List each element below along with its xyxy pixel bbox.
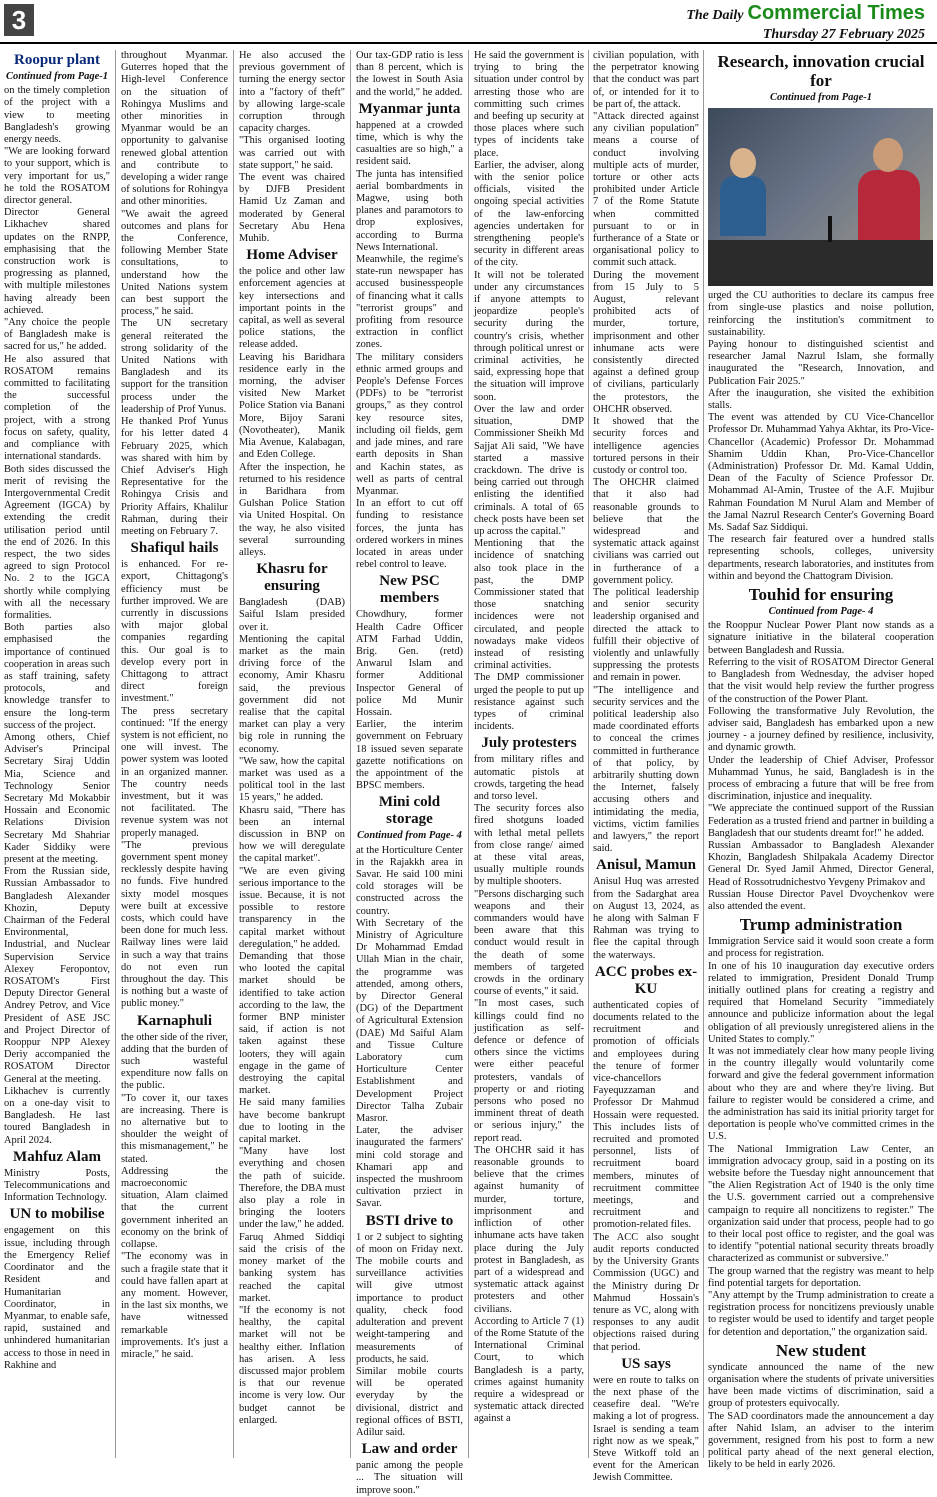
column-divider — [468, 50, 469, 1458]
paragraph: Faruq Ahmed Siddiqi said the crisis of the money market of the banking system has reached the capital market. — [239, 1231, 345, 1304]
paragraph: "Attack directed against any civilian population" means a course of conduct involving multiple acts of murder, torture or other acts prohibited under Article 7 of the Rome Statute when committed pursuant to or in furtherance of a State or organisational policy to commit such attack. — [593, 111, 699, 269]
paragraph: Earlier, the interim government on February 18 issued seven separate gazette notifications on the appointment of the BPSC members. — [356, 719, 463, 792]
page-number: 3 — [4, 4, 34, 36]
paragraph: During the movement from 15 July to 5 August, relevant prohibited acts of murder, torture, imprisonment and other inhumane acts were consistently directed against a defined group of civilians, particularly the protestors, the OHCHR observed. — [593, 269, 699, 415]
paragraph: engagement on this issue, including through the Emergency Relief Coordinator and the Resident and Humanitarian Coordinator, in Myanmar, to enable safe, rapid, sustained and unhindered humanitarian access to those in need in Rakhine and — [4, 1225, 110, 1371]
paragraph: The UN secretary general reiterated the strong solidarity of the United Nations with Bangladesh and its support for the transition process under the leadership of Prof Yunus. — [121, 318, 228, 415]
photo-person-left-body — [720, 176, 766, 236]
paragraph: Under the leadership of Chief Adviser, Professor Muhammad Yunus, he said, Bangladesh is in the process of embracing a future that will be free from discrimination, injustice and inequality. — [708, 754, 934, 803]
column-divider — [350, 50, 351, 1458]
paragraph: The military considers ethnic armed groups and People's Defense Forces (PDFs) to be "terrorist groups," as they control key resource sites, including oil fields, gem and jade mines, and rare earth deposits in Shan and Kachin states, as well as parts of central Myanmar. — [356, 351, 463, 497]
headline-anisul-mamun: Anisul, Mamun — [595, 857, 697, 874]
paragraph: It showed that the security forces and intelligence agencies tortured persons in their custody or control too. — [593, 416, 699, 476]
paragraph: the other side of the river, adding that the burden of such wasteful expenditure now falls on the public. — [121, 1031, 228, 1092]
masthead-the-daily: The Daily — [686, 8, 744, 23]
paragraph: The OHCHR said it has reasonable grounds to believe that the crimes against humanity of murder, torture, imprisonment and infliction of other inhumane acts have taken place during the July protest in Bangladesh, as part of a widespread and systematic attack against protesters and other civilians. — [474, 1144, 584, 1315]
paragraph: It will not be tolerated under any circumstances if anyone attempts to jeopardize people's security during the country's crisis, whether through political unrest or criminal activities, he said, expressing hope that the situation will improve soon. — [474, 269, 584, 403]
paragraph: Over the law and order situation, DMP Commissioner Sheikh Md Sajjat Ali said, "We have started a massive crackdown. The drive is being carried out through enlisting the identified criminals. A total of 65 check posts have been set up across the capital." — [474, 403, 584, 537]
paragraph: He said the government is trying to bring the situation under control by arresting those who are committing such crimes and beefing up security at those places where such types of incidents take place. — [474, 50, 584, 159]
paragraph: "In most cases, such killings could find no justification as self-defence or defence of others since the victims were either peaceful protesters, vandals of property or and rioting persons who posed no imminent threat of death or serious injury," the report read. — [474, 998, 584, 1144]
paragraph: "The economy was in such a fragile state that it could have fallen apart at any moment. However, in the last six months, we have witnessed remarkable improvements. It's just a miracle," he said. — [121, 1251, 228, 1360]
event-photo — [708, 108, 933, 286]
paragraph: "We await the agreed outcomes and plans for the Conference, following Member State consultations, to understand how the United Nations system can best support the process," he said. — [121, 208, 228, 318]
paragraph: The event was chaired by DJFB President Hamid Uz Zaman and moderated by General Secretary Abu Hena Muhib. — [239, 172, 345, 245]
paragraph: Anisul Huq was arrested from the Sadarghat area on August 13, 2024, as he along with Salman F Rahman was trying to flee the capital through the waterways. — [593, 876, 699, 961]
paragraph: The event was attended by CU Vice-Chancellor Professor Dr. Muhammad Yahya Akhtar, its Pro-Vice-Chancellor (Academic) Professor Dr. Mohammad Shamim Uddin Khan, Pro-Vice-Chancellor (Administration) Professor Dr. Md. Kamal Uddin, Dean of the Faculty of Science Professor Dr. Mohammad Al-Amin, Trustee of the A.F. Mujibur Rahman Foundation M Nurul Alam and Member of the Jamal Nazrul Research Center's Governing Board Ms. Sadaf Saz Siddiqui. — [708, 412, 934, 534]
paragraph: The ACC also sought audit reports conducted by the University Grants Commission (UGC) and the Ministry during Dr Mahmud Hossain's tenure as VC, along with responses to any audit objections raised during that period. — [593, 1231, 699, 1353]
paragraph: Paying honour to distinguished scientist and researcher Jamal Nazrul Islam, she formally inaugurated the "Research, Innovation, and Publication Fair 2025." — [708, 339, 934, 387]
paragraph: He thanked Prof Yunus for his letter dated 4 February 2025, which was shared with him by Chief Adviser's High Representative for the Rohingya Crisis and Priority Affairs, Khalilur Rahman, during their meeting on February 7. — [121, 416, 228, 537]
photo-person-right-body — [858, 170, 920, 240]
paragraph: "Persons discharging such weapons and their commanders would have been aware that this conduct would result in the death of some members of targeted crowds in the ordinary course of events," it said. — [474, 888, 584, 998]
paragraph: Ministry Posts, Telecommunications and Information Technology. — [4, 1167, 110, 1204]
paragraph: Bangladesh (DAB) Saiful Islam presided over it. — [239, 597, 345, 633]
headline-trump-administration: Trump administration — [739, 915, 903, 935]
paragraph: civilian population, with the perpetrator knowing that the conduct was part of, or intended for it to be part of, the attack. — [593, 50, 699, 110]
paragraph: Demanding that those who looted the capital market should be identified to take action according to the law, the former BNP minister said, if action is not taken against these looters, they will again engage in the game of destroying the capital market. — [239, 951, 345, 1097]
paragraph: syndicate announced the name of the new organisation where the students of private universities have been made victims of discrimination, said a group of protesters equivocally. — [708, 1361, 934, 1410]
paragraph: the Rooppur Nuclear Power Plant now stands as a signature initiative in the bilateral cooperation between Bangladesh and Russia. — [708, 620, 934, 656]
headline-new-student: New student — [775, 1340, 867, 1360]
paragraph: the police and other law enforcement agencies at key intersections and important points in the capital, as well as several police stations, the release added. — [239, 266, 345, 351]
paragraph: throughout Myanmar. Guterres hoped that the High-level Conference on the situation of Rohingya Muslims and other minorities in Myanmar would be an opportunity to galvanise renewed global attention and contribute to developing a wider range of solutions for Rohingya and other minorities. — [121, 50, 228, 208]
header-rule — [0, 42, 937, 44]
column-7 — [708, 50, 934, 1471]
paragraph: Both sides discussed the merit of revising the Intergovernmental Credit Agreement (IGCA) by extending the credit utilisation period until the end of 2026. In this respect, the two sides agreed to sign Protocol No. 2 to the IGCA shortly while complying with all the necessary formalities. — [4, 463, 110, 621]
page-header — [0, 0, 937, 40]
paragraph: Mentioning that the incidence of snatching also took place in the past, the DMP Commissioner stated that those snatching incidences were not circulated, and people nowadays make videos instead of resisting criminal activities. — [474, 538, 584, 672]
paragraph: Later, the adviser inaugurated the farmers' mini cold storage and Khamari app and inspected the mushroom cultivation prziect in Savar. — [356, 1125, 463, 1210]
column-5 — [474, 50, 584, 1458]
column-6 — [593, 50, 699, 1484]
paragraph: Addressing the macroeconomic situation, Alam claimed that the current government inherited an economy on the brink of collapse. — [121, 1165, 228, 1251]
headline-new-psc-members: New PSC members — [379, 573, 440, 607]
headline-us-says: US says — [621, 1355, 671, 1372]
paragraph: He also assured that ROSATOM remains committed to facilitating the successful completion of the project, with a strong focus on safety, quality, and compliance with international standards. — [4, 353, 110, 463]
paragraph: were en route to talks on the next phase of the ceasefire deal. "We're making a lot of progress. Israel is sending a team right now as we speak," Steve Witkoff told an event for the American Jewish Committee. — [593, 1374, 699, 1484]
column-divider — [588, 50, 589, 1458]
headline-shafiqul-hails: Shafiqul hails — [130, 540, 219, 557]
paragraph: Earlier, the adviser, along with the senior police officials, visited the ongoing special activities of the law-enforcing agencies undertaken for strengthening people's security in different areas of the city. — [474, 159, 584, 269]
paragraph: Director General Likhachev shared updates on the RNPP, emphasising that the construction work is progressing as planned, with multiple milestones having already been achieved. — [4, 207, 110, 316]
paragraph: "We appreciate the continued support of the Russian Federation as a trusted friend and partner in building a Bangladesh that our students dreamt for!" he added. — [708, 803, 934, 839]
column-4 — [356, 50, 463, 1496]
paragraph: Khasru said, "There has been an internal discussion in BNP on how we will deregulate the capital market". — [239, 804, 345, 865]
continued-note: Continued from Page-1 — [769, 92, 873, 103]
paragraph: "This organised looting was carried out with state support," he said. — [239, 135, 345, 171]
paragraph: "Any choice the people of Bangladesh make is sacred for us," he added. — [4, 317, 110, 353]
paragraph: Among others, Chief Adviser's Principal Secretary Siraj Uddin Mia, Science and Technology Senior Secretary Md Mokabbir Hossain and Economic Relations Division Secretary Md Shahriar Kader Siddiky were present at the meeting. — [4, 731, 110, 865]
masthead-title: Commercial Times — [747, 2, 925, 24]
paragraph: The SAD coordinators made the announcement a day after Nahid Islam, an adviser to the interim government, resigned from his post to form a new political party ahead of the next general election, likely to be held in early 2026. — [708, 1410, 934, 1471]
paragraph: Mentioning the capital market as the main driving force of the economy, Amir Khasru said, the previous government did not realise that the capital market can play a very big role in running the economy. — [239, 633, 345, 755]
headline-touhid-for-ensuring: Touhid for ensuring — [748, 585, 894, 605]
column-divider — [233, 50, 234, 1458]
headline-myanmar-junta: Myanmar junta — [358, 100, 461, 117]
headline-mahfuz-alam: Mahfuz Alam — [13, 1148, 101, 1165]
paragraph: Russian House Director Pavel Dvoychenkov were also attended the event. — [708, 888, 934, 912]
headline-acc-probes: ACC probes ex-KU — [594, 963, 698, 997]
paragraph: After the inspection, he returned to his residence in Baridhara from Gulshan Police Station via United Hospital. On the way, he also visited several surrounding alleys. — [239, 461, 345, 558]
paragraph: "To cover it, our taxes are increasing. There is no alternative but to shoulder the weight of this mismanagement," he stated. — [121, 1092, 228, 1165]
continued-note: Continued from Page- 4 — [768, 606, 874, 618]
paragraph: Immigration Service said it would soon create a form and process for registration. — [708, 936, 934, 960]
paragraph: panic among the people ... The situation will improve soon." — [356, 1460, 463, 1496]
paragraph: It was not immediately clear how many people living in the country illegally would voluntarily come forward and give the federal government information about who they are and where they're living. But failure to register would be considered a crime, and the administration has said its initial priority target for deportation is people who've committed crimes in the U.S. — [708, 1045, 934, 1143]
photo-person-right-head — [873, 138, 903, 172]
paragraph: happened at a crowded time, which is why the casualties are so high," a resident said. — [356, 119, 463, 168]
paragraph: from military rifles and automatic pistols at crowds, targeting the head and torso level. — [474, 754, 584, 802]
paragraph: authenticated copies of documents related to the recruitment and promotion of officials and employees during the tenure of former vice-chancellors Fayequzzaman and Professor Dr Mahmud Hossain were requested. This includes lists of recruited and promoted personnel, lists of recruitment board members, minutes of recruitment committee meetings, and recruitment and promotion-related files. — [593, 999, 699, 1231]
headline-un-to-mobilise: UN to mobilise — [9, 1206, 105, 1223]
paragraph: The junta has intensified aerial bombardments in Magwe, using both planes and paramotors to drop explosives, according to Burma News International. — [356, 168, 463, 253]
paragraph: on the timely completion of the project with a view to meeting Bangladesh's growing energy needs. — [4, 85, 110, 146]
paragraph: Russian Ambassador to Bangladesh Alexander Khozin, Bangladesh Shilpakala Academy Director General Dr. Syed Jamil Ahmed, Director General, Head of Rossotrudnichestvo Yevgeny Primakov and — [708, 839, 934, 888]
issue-date: Thursday 27 February 2025 — [762, 27, 925, 42]
column-divider — [115, 50, 116, 1458]
paragraph: Our tax-GDP ratio is less than 8 percent, which is the lowest in South Asia and the world," he added. — [356, 50, 463, 98]
paragraph: The OHCHR claimed that it also had reasonable grounds to believe that the widespread and systematic attack against civilians was carried out in furtherance of a government policy. — [593, 477, 699, 586]
paragraph: "The previous government spent money recklessly despite having no funds. Five hundred sixty model mosques were built at excessive costs, which could have been done for much less. Railway lines were laid in such a way that trains do not even run throughout the day. This is nothing but a waste of public money." — [121, 839, 228, 1010]
paragraph: After the inauguration, she visited the exhibition stalls. — [708, 387, 934, 412]
paragraph: "The intelligence and security services and the political leadership also made coordinated efforts to conceal the crimes committed in furtherance of that policy, by arbitrarily shutting down the Internet, falsely accusing others and intimidating the media, victims, victim families and lawyers," the report said. — [593, 684, 699, 855]
paragraph: Referring to the visit of ROSATOM Director General to Bangladesh from Wednesday, the adviser hoped that the visit would help review the further progress of the construction of the Power Plant. — [708, 656, 934, 705]
photo-microphone — [828, 216, 832, 242]
paragraph: The DMP commissioner urged the people to put up resistance against such types of criminal incidents. — [474, 672, 584, 733]
paragraph: "Many have lost everything and chosen the path of suicide. Therefore, the DBA must also play a role in bringing the looters under the law," he added. — [239, 1146, 345, 1231]
paragraph: The group warned that the registry was meant to help find potential targets for deportation. — [708, 1265, 934, 1289]
column-3 — [239, 50, 345, 1458]
paragraph: With Secretary of the Ministry of Agriculture Dr Mohammad Emdad Ullah Mian in the chair, the programme was attended, among others, by Director General (DG) of the Department of Agricultural Extension (DAE) Md Saiful Alam and Tissue Culture Laboratory cum Horticulture Center Establishment and Development Project Director Talha Zubair Masror. — [356, 917, 463, 1125]
paragraph: "If the economy is not healthy, the capital market will not be healthy either. Inflation has arisen. A less discussed major problem is that our revenue income is very low. Our budget cannot be enlarged. — [239, 1304, 345, 1426]
paragraph: Meanwhile, the regime's state-run newspaper has accused businesspeople of financing what it calls "terrorist groups" and profiting from resource extraction in conflict zones. — [356, 254, 463, 351]
column-1 — [4, 50, 110, 1458]
headline-khasru-for-ensuring: Khasru for ensuring — [256, 561, 328, 595]
headline-home-adviser: Home Adviser — [246, 247, 338, 264]
paragraph: The research fair featured over a hundred stalls representing schools, colleges, university departments, research laboratories, and institutes from within and beyond the Chattogram Division. — [708, 534, 934, 582]
paragraph: "We are looking forward to your support, which is very important for us," he told the ROSATOM director general. — [4, 146, 110, 207]
headline-mini-cold-storage: Mini cold storage — [378, 794, 441, 828]
headline-law-and-order: Law and order — [361, 1441, 458, 1458]
headline-july-protesters: July protesters — [481, 735, 577, 752]
paragraph: From the Russian side, Russian Ambassador to Bangladesh Alexander Khozin, Deputy Chairman of the Federal Environmental, Industrial, and Nuclear Supervision Service Alexey Feropontov, ROSATOM's First Deputy Director General Andrey Petrov, and Vice President of ASE JSC and Project Director of Rooppur NPP Alexey Deriy accompanied the ROSATOM Director General at the meeting. — [4, 866, 110, 1085]
paragraph: The political leadership and senior security leadership organised and directed the attack to fulfill their objective of violently and unlawfully suppressing the protests and remain in power. — [593, 586, 699, 684]
paragraph: Chowdhury, former Health Cadre Officer ATM Farhad Uddin, Brig. Gen. (retd) Anwarul Islam and former Additional Inspector General of police Md Munir Hossain. — [356, 609, 463, 718]
paragraph: Similar mobile courts will be operated everyday by the divisional, district and regional offices of BSTI, Adilur said. — [356, 1365, 463, 1438]
photo-person-left-head — [730, 148, 756, 178]
masthead — [686, 2, 925, 43]
paragraph: In one of his 10 inauguration day executive orders related to immigration, President Donald Trump initially outlined plans for creating a registry and required that Homeland Security "immediately announce and publicize information about the legal obligation of all previously unregistered aliens in the United States to comply." — [708, 960, 934, 1045]
paragraph: In an effort to cut off funding to resistance forces, the junta has ordered workers in mines located in areas under rebel control to leave. — [356, 498, 463, 571]
continued-note: Continued from Page-1 — [5, 71, 109, 82]
paragraph: is enhanced. For re-export, Chittagong's efficiency must be further improved. We are currently in discussions with major global companies regarding this. Our goal is to develop every port in Chittagong to attract direct foreign investment." — [121, 559, 228, 705]
paragraph: Following the transformative July Revolution, the adviser said, Bangladesh has embarked upon a new journey - a journey defined by resilience, inclusivity, and dynamic growth. — [708, 705, 934, 754]
headline-research-innovation: Research, innovation crucial for — [717, 52, 925, 90]
paragraph: "We saw, how the capital market was used as a political tool in the last 15 years," he added. — [239, 755, 345, 804]
continued-note: Continued from Page- 4 — [357, 830, 462, 842]
paragraph: 1 or 2 subject to sighting of moon on Friday next. The mobile courts and surveillance activities will give utmost importance to product quality, check food adulteration and prevent weight-tampering and measurements of products, he said. — [356, 1231, 463, 1365]
headline-karnaphuli: Karnaphuli — [136, 1012, 213, 1029]
photo-desk — [708, 240, 933, 286]
paragraph: urged the CU authorities to declare its campus free from single-use plastics and noise pollution, reinforcing the institution's commitment to sustainability. — [708, 290, 934, 338]
headline-roopur-plant: Roopur plant — [13, 52, 100, 68]
paragraph: The National Immigration Law Center, an immigration advocacy group, said in a posting on its website before the Tuesday night announcement that "the Alien Registration Act of 1940 is the only time the U.S. government carried out a comprehensive campaign to require all noncitizens to register." The organization said under that process, people had to go to their local post office to register, and the goal was to identify "potential national security threats broadly characterized as communist or subversive." — [708, 1143, 934, 1265]
paragraph: The press secretary continued: "If the energy system is not efficient, no one will invest. The power system was looted in an organized manner. The country needs investment, but it was not facilitated. The revenue system was not properly managed. — [121, 705, 228, 839]
paragraph: He also accused the previous government of turning the energy sector into a "factory of theft" by allowing large-scale corruption through capacity charges. — [239, 50, 345, 135]
paragraph: "We are even giving serious importance to the issue. Because, it is not possible to restore transparency in the capital market without deregulation," he added. — [239, 865, 345, 950]
paragraph: Leaving his Baridhara residence early in the morning, the adviser visited New Market Police Station via Banani More, Bijoy Sarani (Novotheater), Manik Mia Avenue, Kalabagan, and Eden College. — [239, 351, 345, 461]
column-2 — [121, 50, 228, 1458]
paragraph: The security forces also fired shotguns loaded with lethal metal pellets from close range/ aimed at these vital areas, usually multiple rounds by multiple shooters. — [474, 803, 584, 888]
headline-bsti-drive: BSTI drive to — [365, 1212, 454, 1229]
paragraph: He said many families have become bankrupt due to looting in the capital market. — [239, 1097, 345, 1146]
paragraph: Both parties also emphasised the importance of continued cooperation in areas such as staff training, safety protocols, and knowledge transfer to ensure the long-term success of the project. — [4, 622, 110, 731]
paragraph: at the Horticulture Center in the Rajakkh area in Savar. He said 100 mini cold storages will be constructed across the country. — [356, 844, 463, 917]
paragraph: Likhachev is currently on a one-day visit to Bangladesh. He last toured Bangladesh in April 2024. — [4, 1085, 110, 1146]
paragraph: "Any attempt by the Trump administration to create a registration process for noncitizens previously unable to register would be used to identify and target people for detention and deportation," the organization said. — [708, 1290, 934, 1338]
column-divider — [703, 50, 704, 1458]
paragraph: According to Article 7 (1) of the Rome Statute of the International Criminal Court, to which Bangladesh is a party, crimes against humanity require a widespread or systematic attack directed against a — [474, 1315, 584, 1425]
